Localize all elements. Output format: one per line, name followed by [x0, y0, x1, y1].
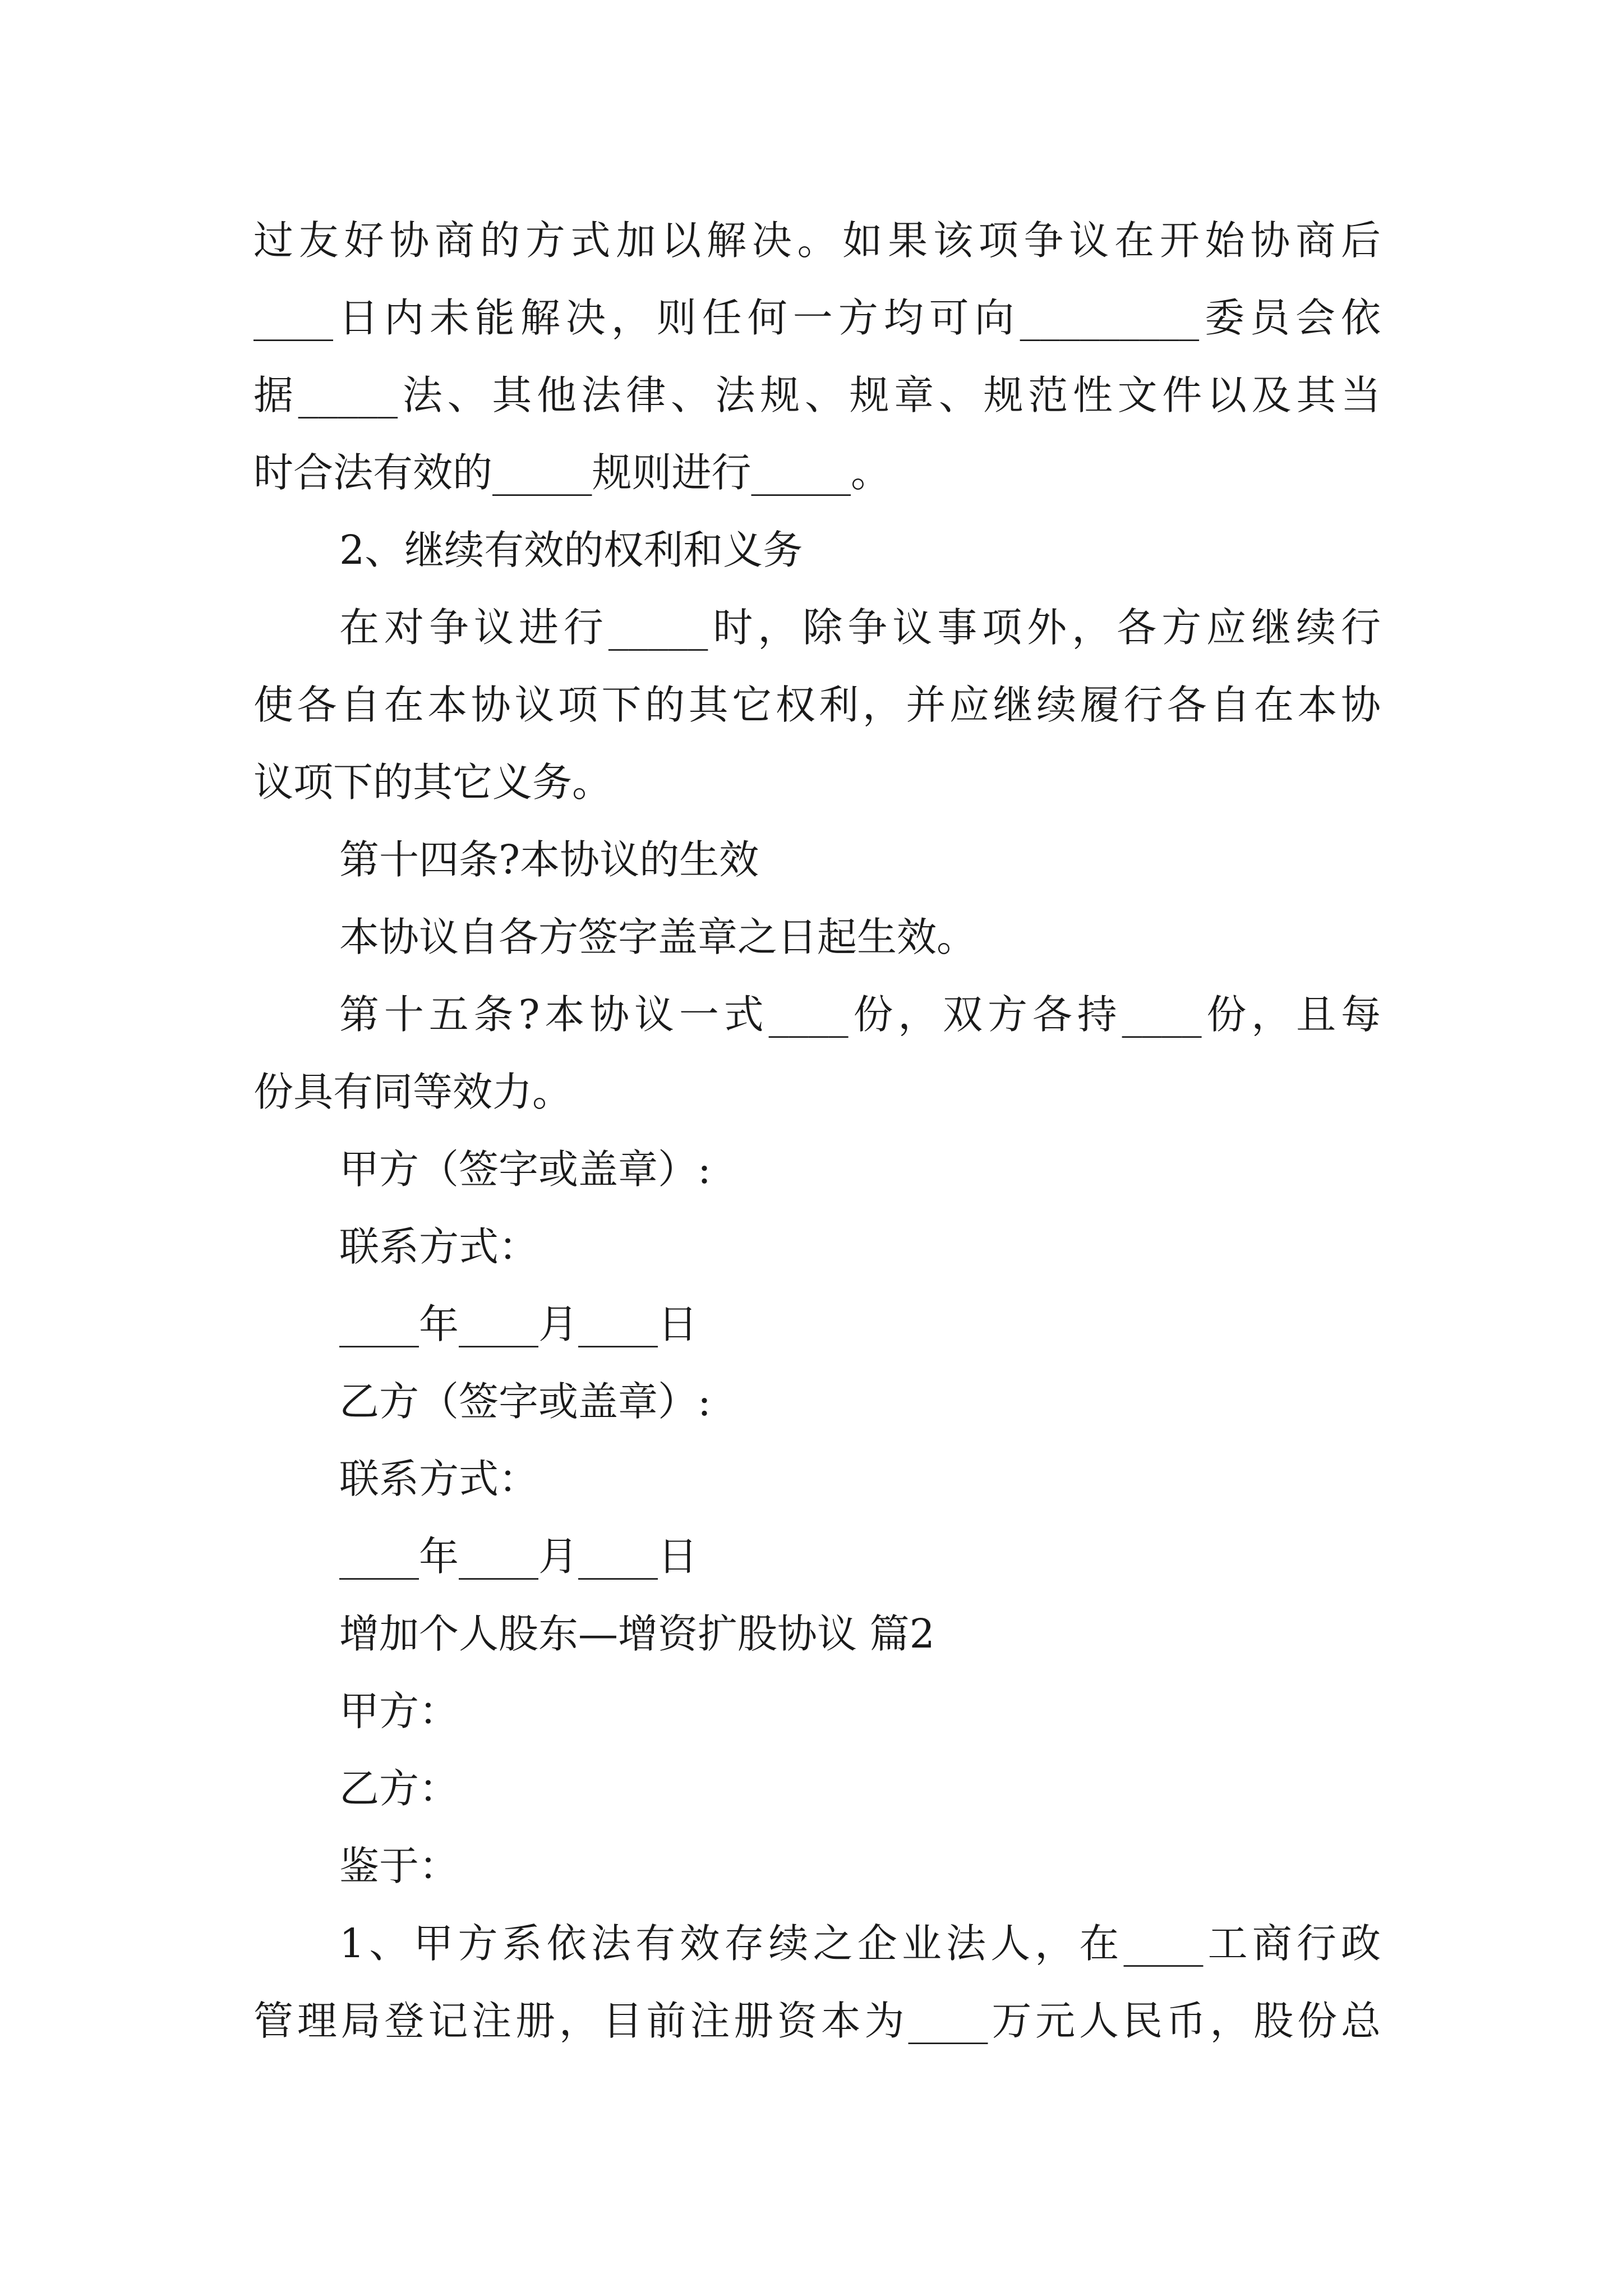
- section-heading: 2、继续有效的权利和义务: [339, 527, 803, 573]
- paragraph-line: 1、甲方系依法有效存续之企业法人，在____工商行政: [339, 1920, 1381, 1967]
- section-title: 增加个人股东—增资扩股协议 篇2: [339, 1611, 935, 1657]
- whereas-label: 鉴于：: [339, 1843, 459, 1889]
- article-heading: 第十四条?本协议的生效: [339, 836, 759, 883]
- paragraph-line: 议项下的其它义务。: [253, 759, 612, 806]
- party-b-date: ____年____月____日: [339, 1533, 698, 1580]
- paragraph-line: 使各自在本协议项下的其它权利，并应继续履行各自在本协: [253, 682, 1381, 728]
- party-b-label: 乙方：: [339, 1765, 459, 1812]
- party-b-contact: 联系方式：: [339, 1456, 539, 1502]
- article-heading: 第十五条?本协议一式____份，双方各持____份，且每: [339, 991, 1381, 1038]
- paragraph-line: 管理局登记注册，目前注册资本为____万元人民币，股份总: [253, 1998, 1381, 2044]
- paragraph-line: 过友好协商的方式加以解决。如果该项争议在开始协商后: [253, 217, 1381, 264]
- paragraph-line: 时合法有效的_____规则进行_____。: [253, 449, 891, 496]
- party-b-signature: 乙方（签字或盖章）:: [339, 1378, 711, 1425]
- party-a-contact: 联系方式：: [339, 1223, 539, 1270]
- paragraph-line: 在对争议进行_____时，除争议事项外，各方应继续行: [339, 604, 1381, 651]
- party-a-label: 甲方：: [339, 1688, 459, 1734]
- party-a-signature: 甲方（签字或盖章）:: [339, 1146, 711, 1193]
- paragraph-line: 据_____法、其他法律、法规、规章、规范性文件以及其当: [253, 372, 1381, 418]
- paragraph-line: ____日内未能解决，则任何一方均可向_________委员会依: [253, 295, 1381, 341]
- paragraph-line: 份具有同等效力。: [253, 1069, 573, 1115]
- party-a-date: ____年____月____日: [339, 1301, 698, 1347]
- paragraph-line: 本协议自各方签字盖章之日起生效。: [339, 914, 977, 960]
